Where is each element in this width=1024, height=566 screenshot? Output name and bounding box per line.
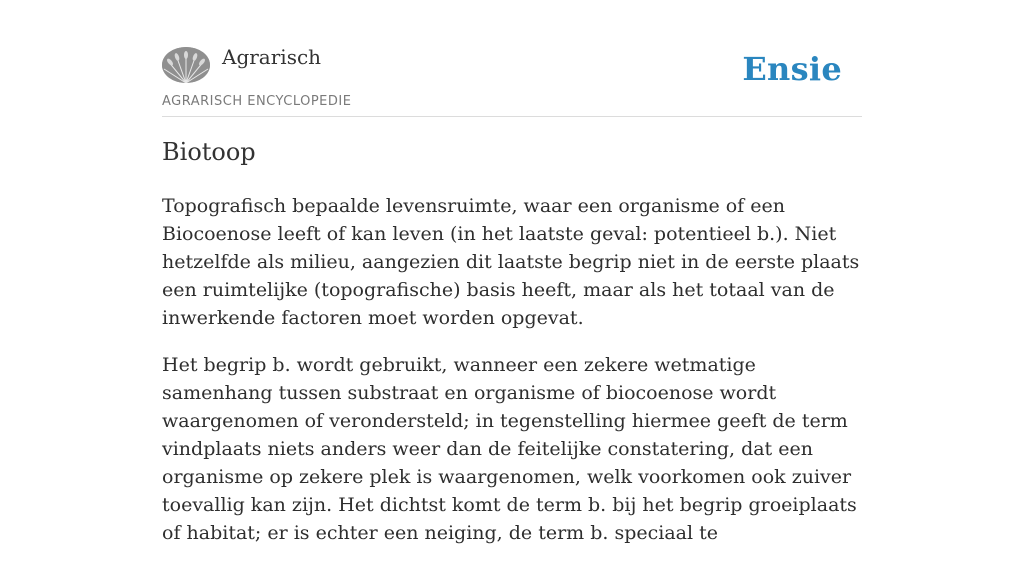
- ensie-brand-logo[interactable]: Ensie: [742, 50, 842, 88]
- site-name[interactable]: Agrarisch: [222, 45, 322, 69]
- article-paragraph: Topografisch bepaalde levensruimte, waar een organisme of een Biocoenose leeft of kan leven (in het laatste geval: potentieel b.). Niet hetzelfde als milieu, aangezien dit laatste begrip niet in de eerste plaats een ruimtelijke (topografische) basis heeft, maar als het totaal van de inwerkende factoren moet worden opgevat.: [162, 195, 860, 329]
- page-title: Biotoop: [162, 138, 256, 166]
- wheat-icon[interactable]: [162, 47, 210, 83]
- article-body: [162, 192, 862, 566]
- site-subtitle: AGRARISCH ENCYCLOPEDIE: [162, 94, 352, 109]
- site-header: [162, 0, 862, 117]
- article-paragraph: Het begrip b. wordt gebruikt, wanneer een zekere wetmatige samenhang tussen substraat en organisme of biocoenose wordt waargenomen of verondersteld; in tegenstelling hiermee geeft de term vindplaats niets anders weer dan de feitelijke constatering, dat een organisme op zekere plek is waargenomen, welk voorkomen ook zuiver toevallig kan zijn. Het dichtst komt de term b. bij het begrip groeiplaats of habitat; er is echter een neiging, de term b. speciaal te: [162, 354, 857, 544]
